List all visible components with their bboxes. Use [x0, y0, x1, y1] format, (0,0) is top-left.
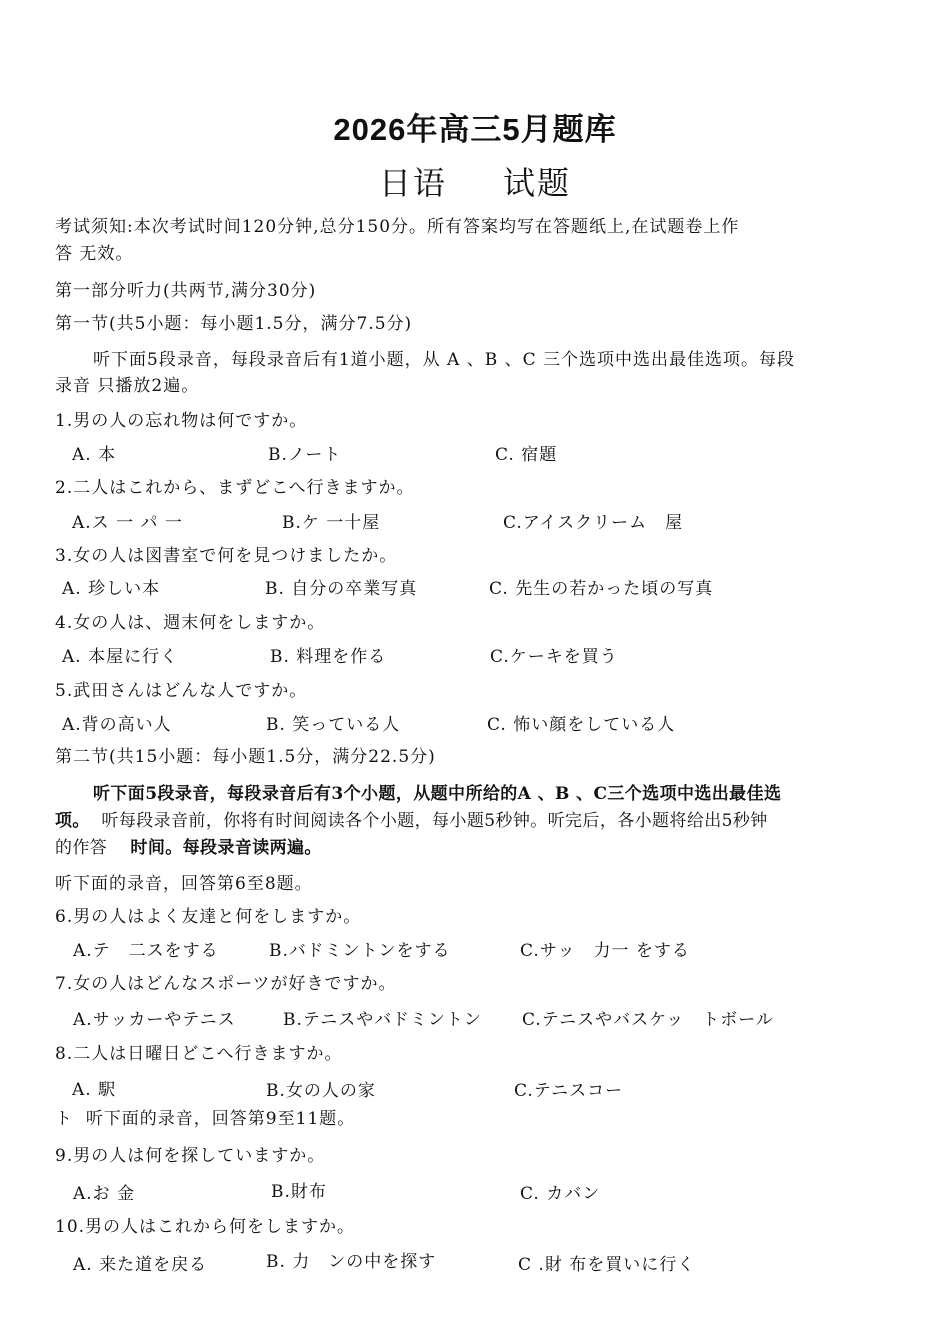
section1-instruction-2: 录音 只播放2遍。 [55, 376, 200, 396]
exam-title: 2026年高三5月题库 [333, 112, 617, 147]
option-6c: C.サッ 力一 をする [520, 941, 690, 961]
option-10a: A. 来た道を戻る [73, 1255, 208, 1275]
question-2: 2.二人はこれから、まずどこへ行きますか。 [55, 478, 415, 498]
subject-name: 日语 [378, 164, 447, 202]
paper-label: 试题 [503, 164, 572, 202]
option-8b: B.女の人の家 [266, 1081, 376, 1101]
question-1: 1.男の人の忘れ物は何ですか。 [55, 411, 308, 431]
option-10c: C .財 布を買いに行く [518, 1255, 696, 1275]
part1-heading: 第一部分听力(共两节,满分30分) [55, 281, 317, 301]
option-8a: A. 駅 [72, 1080, 117, 1100]
option-4b: B. 料理を作る [270, 647, 387, 667]
option-5a: A.背の高い人 [62, 715, 172, 735]
option-8c-wrap-line [55, 1104, 355, 1129]
option-1b: B.ノート [268, 445, 342, 465]
section2-instruction-2-bold: 项。 [55, 811, 90, 831]
section2-heading: 第二节(共15小题：每小题1.5分，满分22.5分) [55, 747, 436, 767]
section2-instruction-2 [55, 806, 768, 831]
section1-instruction-1: 听下面5段录音，每段录音后有1道小题，从 A 、B 、C 三个选项中选出最佳选项。每段 [93, 350, 796, 370]
notice-line-2: 答 无效。 [55, 244, 134, 264]
option-1a: A. 本 [72, 445, 117, 465]
question-5: 5.武田さんはどんな人ですか。 [55, 681, 308, 701]
group-instruction-9-11: 听下面的录音，回答第9至11题。 [85, 1109, 356, 1129]
question-4: 4.女の人は、週末何をしますか。 [55, 613, 326, 633]
question-8: 8.二人は日曜日どこへ行きますか。 [55, 1044, 343, 1064]
option-8c: C.テニスコー [514, 1081, 624, 1101]
section1-heading: 第一节(共5小题：每小题1.5分，满分7.5分) [55, 314, 413, 334]
option-9b: B.財布 [271, 1182, 327, 1202]
option-1c: C. 宿題 [495, 445, 558, 465]
option-4a: A. 本屋に行く [62, 647, 179, 667]
notice-line-1: 考试须知:本次考试时间120分钟,总分150分。所有答案均写在答题纸上,在试题卷上作 [55, 217, 740, 237]
question-3: 3.女の人は図書室で何を見つけましたか。 [55, 546, 398, 566]
option-8c-continued: ト [55, 1109, 73, 1129]
option-9a: A.お 金 [73, 1184, 136, 1204]
option-10b: B. 力 ンの中を探す [266, 1252, 437, 1272]
option-6a: A.テ 二スをする [73, 941, 219, 961]
question-7: 7.女の人はどんなスポーツが好きですか。 [55, 974, 397, 994]
option-2a: A.ス 一 パ 一 [72, 513, 183, 533]
question-9: 9.男の人は何を探していますか。 [55, 1146, 326, 1166]
option-7c: C.テニスやバスケッ トボール [522, 1010, 774, 1030]
section2-instruction-2-text: 听每段录音前，你将有时间阅读各个小题，每小题5秒钟。听完后，各小题将给出5秒钟 [101, 811, 768, 831]
option-5b: B. 笑っている人 [266, 715, 401, 735]
section2-instruction-3 [55, 833, 322, 858]
option-2c: C.アイスクリーム 屋 [503, 513, 684, 533]
option-3a: A. 珍しい本 [62, 579, 161, 599]
question-6: 6.男の人はよく友達と何をしますか。 [55, 907, 362, 927]
option-9c: C. カバン [520, 1184, 601, 1204]
option-3c: C. 先生の若かった頃の写真 [489, 579, 714, 599]
section2-instruction-3-text: 的作答 [55, 838, 108, 858]
question-10: 10.男の人はこれから何をしますか。 [55, 1217, 356, 1237]
group-instruction-6-8: 听下面的录音，回答第6至8题。 [55, 874, 313, 894]
section2-instruction-3-bold: 时间。每段录音读两遍。 [130, 838, 322, 858]
option-6b: B.バドミントンをする [269, 941, 451, 961]
section2-instruction-1: 听下面5段录音，每段录音后有3个小题，从题中所给的A 、B 、C三个选项中选出最佳选 [93, 784, 782, 804]
option-7a: A.サッカーやテニス [73, 1010, 236, 1030]
option-5c: C. 怖い顔をしている人 [487, 715, 676, 735]
option-2b: B.ケ 一十屋 [282, 513, 381, 533]
option-3b: B. 自分の卒業写真 [265, 579, 418, 599]
option-4c: C.ケーキを買う [490, 647, 618, 667]
subject-line [0, 158, 950, 204]
option-7b: B.テニスやバドミントン [283, 1010, 482, 1030]
